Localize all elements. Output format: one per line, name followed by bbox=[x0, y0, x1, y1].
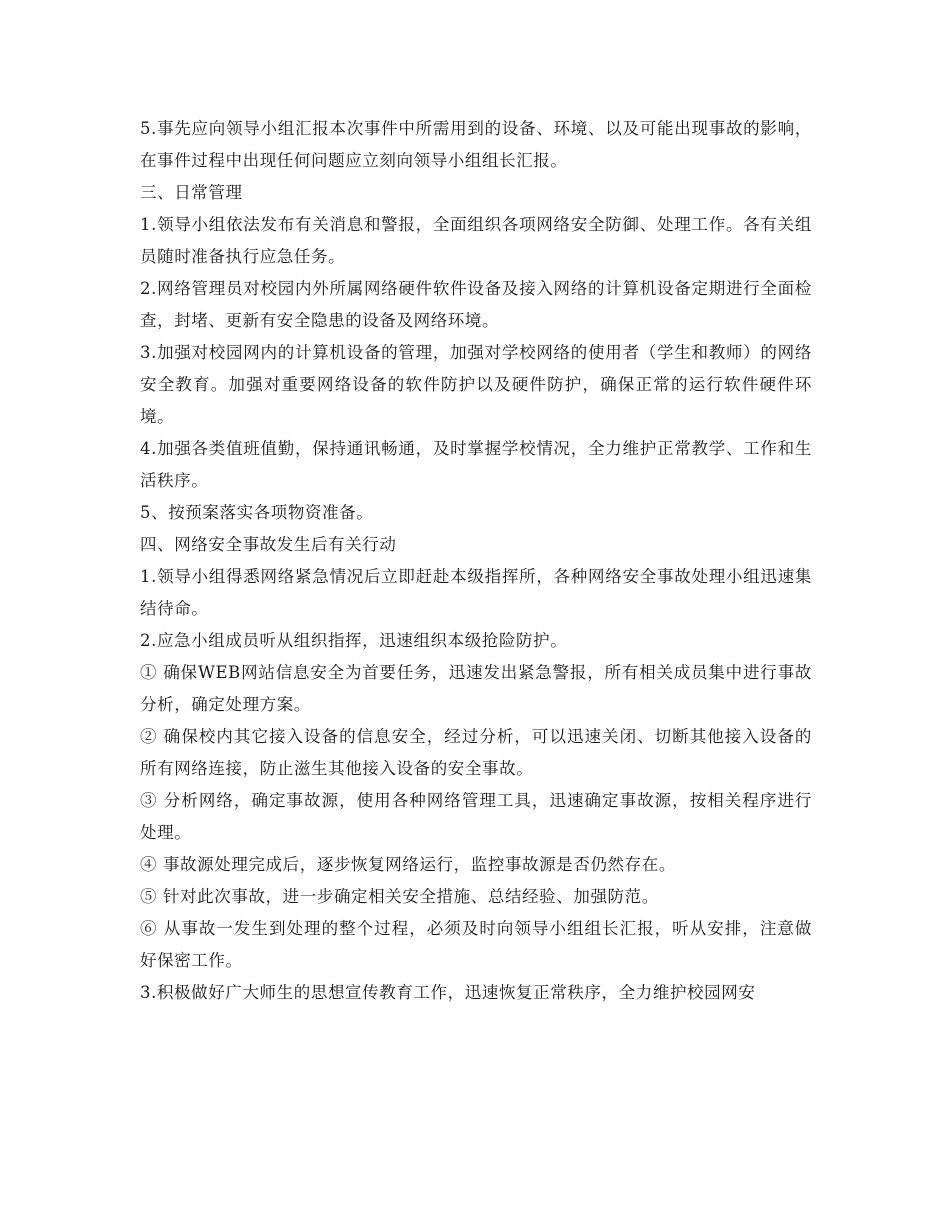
list-item: ③ 分析网络，确定事故源，使用各种网络管理工具，迅速确定事故源，按相关程序进行处理。 bbox=[140, 791, 812, 842]
list-item: ⑤ 针对此次事故，进一步确定相关安全措施、总结经验、加强防范。 bbox=[140, 887, 659, 906]
list-item: ⑥ 从事故一发生到处理的整个过程，必须及时向领导小组组长汇报，听从安排，注意做好保密工作。 bbox=[140, 919, 812, 970]
paragraph: 2.网络管理员对校园内外所属网络硬件软件设备及接入网络的计算机设备定期进行全面检查，封堵、更新有安全隐患的设备及网络环境。 bbox=[140, 279, 812, 330]
list-item: ① 确保WEB网站信息安全为首要任务，迅速发出紧急警报，所有相关成员集中进行事故分析，确定处理方案。 bbox=[140, 663, 812, 714]
paragraph: 1.领导小组依法发布有关消息和警报，全面组织各项网络安全防御、处理工作。各有关组员随时准备执行应急任务。 bbox=[140, 215, 812, 266]
paragraph: 5、按预案落实各项物资准备。 bbox=[140, 503, 374, 522]
paragraph: 5.事先应向领导小组汇报本次事件中所需用到的设备、环境、以及可能出现事故的影响，在事件过程中出现任何问题应立刻向领导小组组长汇报。 bbox=[140, 119, 812, 170]
paragraph: 3.积极做好广大师生的思想宣传教育工作，迅速恢复正常秩序，全力维护校园网安 bbox=[140, 983, 756, 1002]
list-item: ② 确保校内其它接入设备的信息安全，经过分析，可以迅速关闭、切断其他接入设备的所有网络连接，防止滋生其他接入设备的安全事故。 bbox=[140, 727, 812, 778]
section-heading: 三、日常管理 bbox=[140, 183, 243, 202]
paragraph: 3.加强对校园网内的计算机设备的管理，加强对学校网络的使用者（学生和教师）的网络安全教育。加强对重要网络设备的软件防护以及硬件防护，确保正常的运行软件硬件环境。 bbox=[140, 343, 812, 426]
document-body bbox=[140, 113, 812, 1009]
list-item: ④ 事故源处理完成后，逐步恢复网络运行，监控事故源是否仍然存在。 bbox=[140, 855, 676, 874]
section-heading: 四、网络安全事故发生后有关行动 bbox=[140, 535, 397, 554]
paragraph: 2.应急小组成员听从组织指挥，迅速组织本级抢险防护。 bbox=[140, 631, 568, 650]
paragraph: 1.领导小组得悉网络紧急情况后立即赶赴本级指挥所，各种网络安全事故处理小组迅速集结待命。 bbox=[140, 567, 812, 618]
paragraph: 4.加强各类值班值勤，保持通讯畅通，及时掌握学校情况，全力维护正常教学、工作和生活秩序。 bbox=[140, 439, 812, 490]
